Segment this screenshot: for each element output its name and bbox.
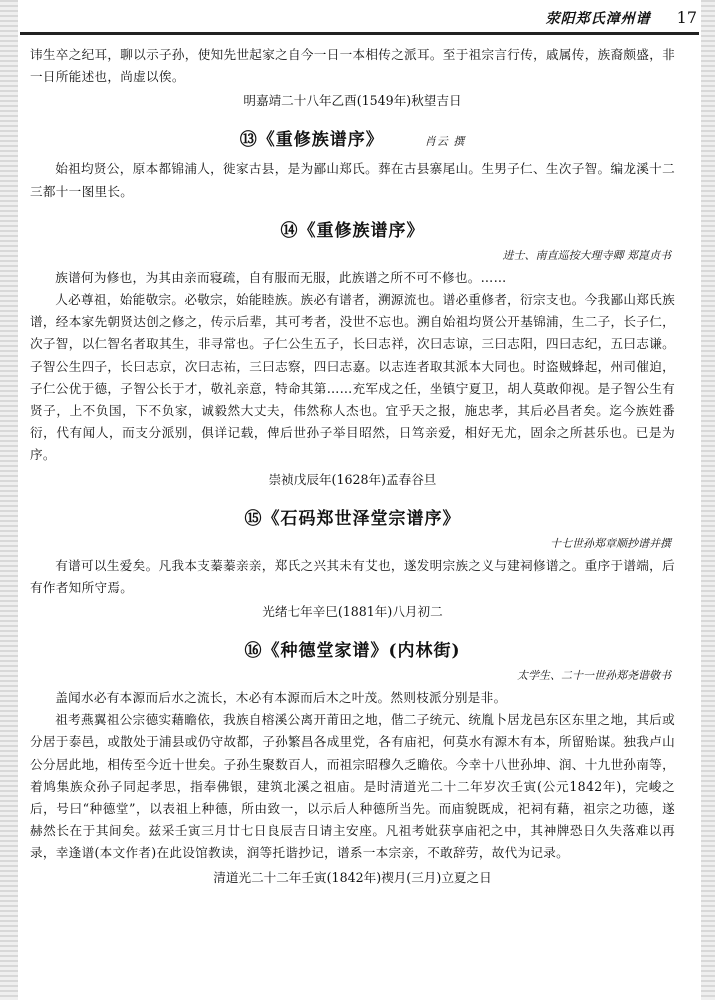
scan-edge-left: [0, 0, 18, 1000]
section-14-date: 崇祯戊辰年(1628年)孟春谷旦: [268, 471, 437, 487]
section-13-number: ⑬: [239, 130, 258, 151]
section-13-author: 肖云 撰: [424, 135, 466, 149]
section-16-paragraph-1: 盖闻水必有本源而后水之流长，木必有本源而后木之叶茂。然则枝派分别是非。: [55, 690, 507, 706]
page-body: [30, 44, 675, 889]
section-16-title: 《种德堂家谱》(内林街): [262, 641, 461, 662]
section-14-paragraph-2: 人必尊祖，始能敬宗。必敬宗，始能睦族。族必有谱者，溯源流也。谱必重修者，衍宗支也。今我鄙山郑氏族谱，经本家先朝贤达创之修之，传示后辈，其可考者，没世不忘也。溯自始祖均贤公开基锦浦，生二子，长子仁，次子智，以仁智名者取其生，非寻常也。子仁公生五子，长曰志祥，次曰志谅，三曰志阳，四曰志纪，五曰志谦。子智公生四子，长曰志京，次曰志祐，三曰志察，四曰志嘉。以志连者取其派本大同也。时盗贼蜂起，州司催迫，子仁公优于德，子智公长于才，敬礼亲意，特命其第……充军戍之任，坐镇宁夏卫，胡人莫敢仰视。是子智公生有贤子，上不负国，下不负家，诚毅然大丈夫，伟然称人杰也。宜乎天之报，施忠孝，其后必昌者矣。迄今族姓番衍，代有闻人，而支分派别，俱详记载，俾后世孙子举目昭然，日笃亲爱，相好无尤，固余之所甚乐也。已是为序。: [30, 292, 675, 463]
header-rule: [20, 32, 699, 35]
section-14-title: 《重修族谱序》: [298, 220, 425, 241]
section-14-heading: [30, 219, 675, 243]
running-head: [546, 8, 697, 28]
section-16-heading: [30, 639, 675, 663]
page-number: 17: [676, 8, 697, 27]
section-14-paragraph-1: 族谱何为修也，为其由亲而寝疏，自有服而无服，此族谱之所不可不修也。……: [55, 269, 507, 285]
opening-paragraph: 讳生卒之纪耳，聊以示子孙，使知先世起家之自今一日一本相传之派耳。至于祖宗言行传，戚属传，族裔颇盛，非一日所能述也，尚虚以俟。: [30, 47, 675, 85]
scan-edge-right: [701, 0, 715, 1000]
section-15-date: 光绪七年辛巳(1881年)八月初二: [262, 604, 443, 620]
section-13-title: 《重修族谱序》: [257, 130, 384, 151]
section-16-author: 太学生、二十一世孙郑尧谐敬书: [517, 669, 671, 683]
section-15-paragraph-1: 有谱可以生爱矣。凡我本支蓁蓁亲亲，郑氏之兴其未有艾也，遂发明宗族之义与建祠修谱之。重序于谱端，后有作者知所守焉。: [30, 557, 675, 595]
section-16-number: ⑯: [244, 641, 263, 662]
section-13-paragraph-1: 始祖均贤公，原本都锦浦人，徙家古县，是为鄙山郑氏。葬在古县寨尾山。生男子仁、生次子智。编龙溪十二三都十一图里长。: [30, 161, 675, 199]
section-16-date: 清道光二十二年壬寅(1842年)禊月(三月)立夏之日: [213, 869, 492, 885]
section-15-heading: [30, 507, 675, 531]
section-13-heading: [30, 128, 675, 154]
section-16-paragraph-2: 祖考燕翼祖公宗德实藉瞻依，我族自榕溪公离开莆田之地，偕二子统元、统胤卜居龙邑东区东里之地，其后或分居于泰邑，或散处于浦县或仍守故都，子孙繁昌各成里党，各有庙祀，何莫水有源木有本，所留贻谋。独我卢山公分居此地，相传至今近十世矣。子孙生聚数百人，而祖宗昭穆久乏瞻依。今幸十八世孙坤、润、十九世孙南等，着鸠集族众孙子同起孝思，指奉佛银，建筑北溪之祖庙。是时清道光二十二年岁次壬寅(公元1842年)，完峻之后，号曰“种德堂”，以表祖上种德，所由致一，以示后人种德所当先。而庙貌既成，祀祠有藉，祖宗之功德，遂赫然长在于其间矣。兹采壬寅三月廿七日良辰吉日请主安座。凡祖考妣获享庙祀之中，其神牌恐日久失落难以再录，幸逢谱(本文作者)在此设馆教读，润等托谐抄记，谱系一本宗亲，不敢辞劳，故代为记录。: [30, 712, 675, 861]
section-15-author: 十七世孙郑章顺抄谱并撰: [550, 536, 671, 550]
section-14-author: 进士、南直巡按大理寺卿 郑崑贞书: [502, 248, 671, 262]
opening-date: 明嘉靖二十八年乙酉(1549年)秋望吉日: [243, 93, 462, 109]
section-14-number: ⑭: [280, 220, 299, 241]
book-title: 荥阳郑氏漳州谱: [545, 11, 651, 27]
section-15-number: ⑮: [244, 508, 263, 529]
section-15-title: 《石码郑世泽堂宗谱序》: [262, 508, 461, 529]
